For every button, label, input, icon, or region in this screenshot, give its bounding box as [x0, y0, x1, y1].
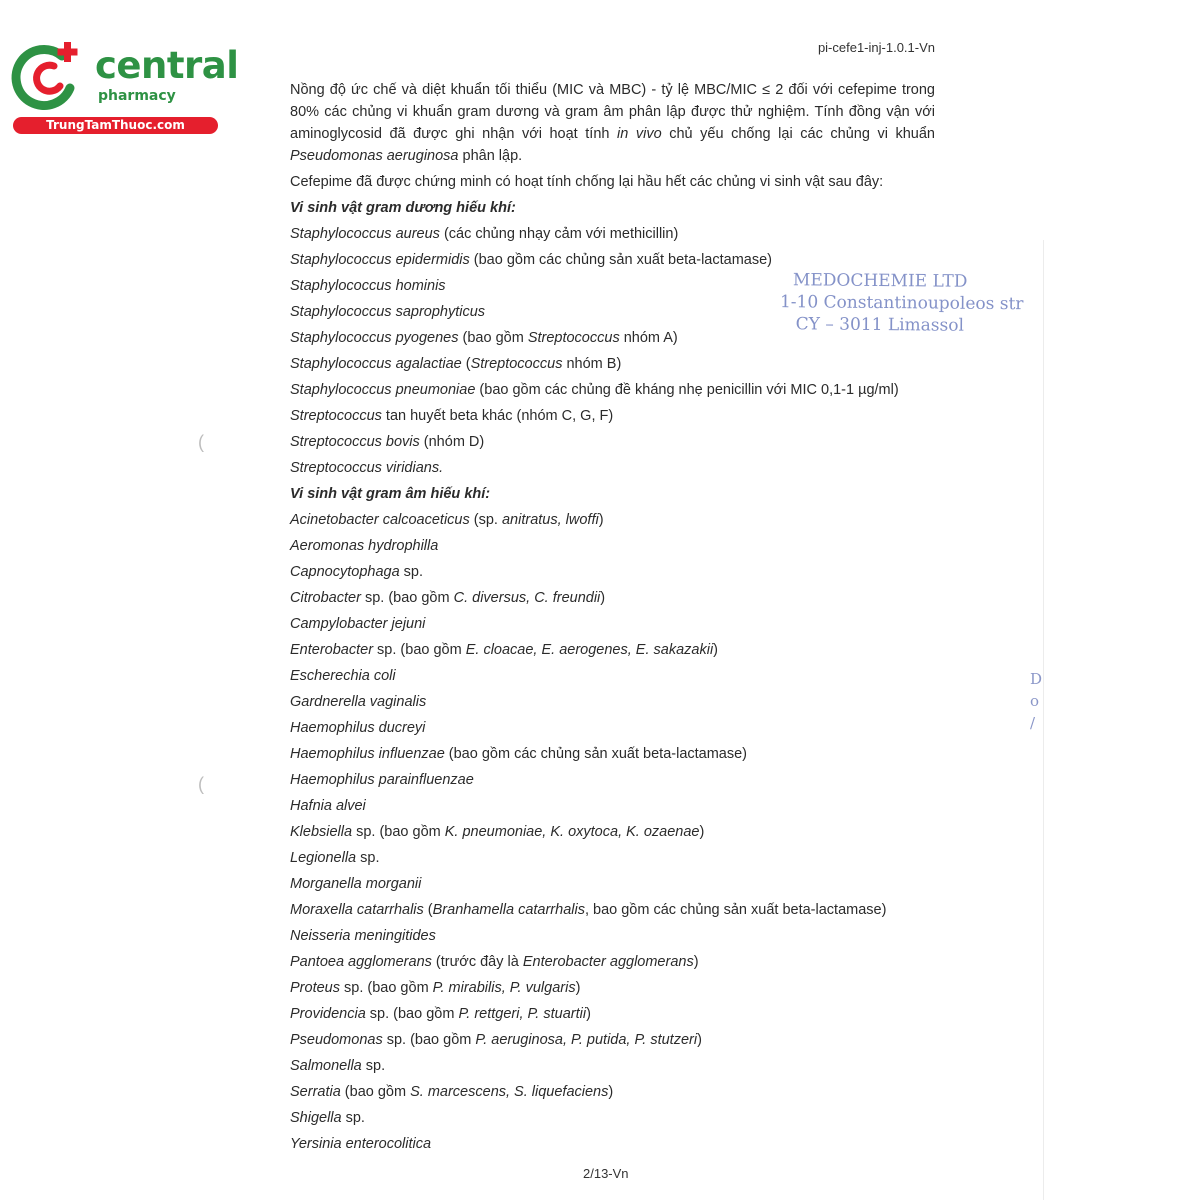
organism-item: [290, 249, 772, 271]
intro-text-1: Nồng độ ức chế và diệt khuẩn tối thiểu (MIC và MBC) - tỷ lệ MBC/MIC ≤ 2 đối với cefepime trong 80% các chủng vi khuẩn gram dương và gram âm phân lập được thử nghiệm. Tính đồng vận với aminoglycosid đã được ghi nhận với hoạt tính: [290, 82, 935, 142]
activity-statement: Cefepime đã được chứng minh có hoạt tính chống lại hầu hết các chủng vi sinh vật sau đây:: [290, 174, 884, 190]
intro-italic-2: Pseudomonas aeruginosa: [290, 148, 459, 164]
organism-note: (bao gồm các chủng sản xuất beta-lactamase): [469, 252, 772, 268]
organism-item: [290, 925, 436, 947]
organism-note: (trước đây là: [431, 954, 523, 970]
organism-name: Pantoea agglomerans: [290, 954, 432, 970]
central-pharmacy-logo[interactable]: [10, 36, 239, 136]
organism-name: Enterobacter agglomerans: [522, 954, 694, 970]
logo-subtitle: pharmacy: [98, 88, 176, 104]
organism-name: Serratia: [290, 1084, 341, 1100]
organism-note: ): [713, 642, 719, 658]
organism-name: Enterobacter: [290, 642, 374, 658]
margin-mark: (: [198, 432, 204, 452]
organism-name: P. aeruginosa, P. putida, P. stutzeri: [475, 1032, 698, 1048]
organism-item: [290, 301, 485, 323]
organism-name: Yersinia enterocolitica: [290, 1136, 432, 1152]
organism-note: sp. (bao gồm: [360, 590, 454, 606]
organism-name: Providencia: [290, 1006, 366, 1022]
organism-item: [290, 353, 621, 375]
organism-item: [290, 431, 484, 453]
organism-note: (bao gồm các chủng đề kháng nhẹ penicillin với MIC 0,1-1 µg/ml): [475, 382, 899, 398]
organism-note: sp.: [399, 564, 424, 580]
organism-note: sp.: [341, 1110, 365, 1126]
organism-name: Streptococcus viridians.: [290, 460, 444, 476]
organism-name: Streptococcus: [527, 330, 620, 346]
organism-note: sp. (bao gồm: [382, 1032, 476, 1048]
organism-name: Haemophilus parainfluenzae: [290, 772, 474, 788]
organism-note: (bao gồm: [458, 330, 528, 346]
organism-note: (bao gồm các chủng sản xuất beta-lactamase): [444, 746, 748, 762]
organism-item: [290, 951, 699, 973]
organism-name: Shigella: [290, 1110, 342, 1126]
organism-item: [290, 717, 425, 739]
organism-name: Streptococcus: [290, 408, 382, 424]
organism-name: Aeromonas hydrophilla: [290, 538, 439, 554]
organism-name: P. mirabilis, P. vulgaris: [432, 980, 576, 996]
organism-item: [290, 899, 886, 921]
organism-item: [290, 639, 718, 661]
organism-item: [290, 457, 443, 479]
organism-note: ): [586, 1006, 591, 1022]
stamp-line-3: CY – 3011 Limassol: [795, 314, 965, 336]
document-code: pi-cefe1-inj-1.0.1-Vn: [817, 40, 935, 55]
organism-name: S. marcescens, S. liquefaciens: [410, 1084, 609, 1100]
page-number: 2/13-Vn: [583, 1166, 629, 1181]
organism-name: Campylobacter jejuni: [290, 616, 426, 632]
organism-note: ): [693, 954, 699, 970]
organism-name: Moraxella catarrhalis: [290, 902, 424, 918]
organism-name: Staphylococcus aureus: [290, 226, 440, 242]
organism-name: Hafnia alvei: [290, 798, 366, 814]
organism-name: Klebsiella: [290, 824, 353, 840]
organism-note: ): [699, 824, 705, 840]
organism-name: Haemophilus ducreyi: [290, 720, 426, 736]
pharmacy-cross-icon: [10, 36, 90, 116]
organism-name: Legionella: [290, 850, 357, 866]
organism-name: C. diversus, C. freundii: [453, 590, 601, 606]
organism-item: [290, 561, 423, 583]
organism-item: [290, 223, 678, 245]
organism-item: [290, 1081, 613, 1103]
organism-item: [290, 509, 604, 531]
partial-stamp: D o /: [1030, 670, 1043, 732]
organism-note: (các chủng nhạy cảm với methicillin): [439, 226, 679, 242]
organism-item: [290, 275, 446, 297]
organism-item: [290, 1107, 365, 1129]
organism-item: [290, 769, 474, 791]
stamp-line-2: 1-10 Constantinoupoleos str: [779, 292, 1024, 315]
organism-note: sp. (bao gồm: [365, 1006, 459, 1022]
organism-name: Haemophilus influenzae: [290, 746, 445, 762]
organism-item: [290, 587, 605, 609]
organism-item: [290, 1003, 591, 1025]
gram-negative-heading: Vi sinh vật gram âm hiếu khí:: [290, 486, 491, 502]
organism-name: Neisseria meningitides: [290, 928, 436, 944]
intro-text-3: phân lập.: [458, 148, 523, 164]
organism-name: Citrobacter: [290, 590, 361, 606]
organism-note: ): [697, 1032, 702, 1048]
organism-name: Morganella morganii: [290, 876, 422, 892]
organism-note: sp.: [361, 1058, 386, 1074]
logo-name: central: [95, 44, 239, 87]
organism-name: Escherechia coli: [290, 668, 396, 684]
organism-note: sp. (bao gồm: [339, 980, 433, 996]
organism-item: [290, 405, 613, 427]
organism-name: Capnocytophaga: [290, 564, 400, 580]
organism-item: [290, 873, 421, 895]
organism-name: K. pneumoniae, K. oxytoca, K. ozaenae: [444, 824, 700, 840]
organism-name: Staphylococcus pneumoniae: [290, 382, 476, 398]
organism-name: P. rettgeri, P. stuartii: [458, 1006, 587, 1022]
organism-note: , bao gồm các chủng sản xuất beta-lactamase): [584, 902, 887, 918]
organism-name: anitratus, lwoffi: [501, 512, 599, 528]
organism-item: [290, 327, 678, 349]
organism-note: ): [608, 1084, 614, 1100]
intro-paragraph: [290, 79, 935, 167]
organism-item: [290, 1055, 385, 1077]
organism-name: Streptococcus: [470, 356, 563, 372]
organism-name: Salmonella: [290, 1058, 362, 1074]
organism-name: Staphylococcus saprophyticus: [290, 304, 486, 320]
organism-name: Proteus: [290, 980, 340, 996]
organism-name: Streptococcus bovis: [290, 434, 420, 450]
organism-item: [290, 977, 580, 999]
organism-item: [290, 743, 747, 765]
organism-name: Staphylococcus epidermidis: [290, 252, 470, 268]
organism-note: sp.: [356, 850, 380, 866]
organism-note: ): [575, 980, 581, 996]
organism-item: [290, 613, 425, 635]
organism-name: Acinetobacter calcoaceticus: [290, 512, 470, 528]
organism-item: [290, 795, 366, 817]
stamp-line-1: MEDOCHEMIE LTD: [792, 270, 968, 292]
organism-note: (: [423, 902, 433, 918]
organism-note: tan huyết beta khác (nhóm C, G, F): [381, 408, 614, 424]
organism-note: sp. (bao gồm: [373, 642, 466, 658]
organism-item: [290, 1029, 702, 1051]
organism-note: (bao gồm: [340, 1084, 411, 1100]
organism-item: [290, 691, 426, 713]
organism-name: Staphylococcus hominis: [290, 278, 446, 294]
organism-note: ): [600, 590, 606, 606]
gram-positive-heading: Vi sinh vật gram dương hiếu khí:: [290, 200, 516, 216]
organism-name: Staphylococcus agalactiae: [290, 356, 462, 372]
organism-name: Branhamella catarrhalis: [432, 902, 585, 918]
organism-item: [290, 665, 396, 687]
intro-italic-1: in vivo: [617, 126, 662, 142]
organism-name: Staphylococcus pyogenes: [290, 330, 459, 346]
intro-text-2: chủ yếu chống lại các chủng vi khuẩn: [661, 126, 935, 142]
organism-item: [290, 821, 704, 843]
margin-mark: (: [198, 774, 204, 794]
logo-website[interactable]: TrungTamThuoc.com: [13, 117, 218, 134]
organism-item: [290, 1133, 431, 1155]
organism-item: [290, 379, 899, 401]
organism-note: nhóm A): [619, 330, 678, 346]
organism-note: (nhóm D): [419, 434, 485, 450]
organism-note: (: [461, 356, 471, 372]
organism-name: Pseudomonas: [290, 1032, 383, 1048]
company-stamp: [779, 269, 1024, 337]
organism-note: nhóm B): [562, 356, 622, 372]
organism-item: [290, 535, 438, 557]
organism-name: Gardnerella vaginalis: [290, 694, 427, 710]
organism-note: ): [598, 512, 604, 528]
organism-name: E. cloacae, E. aerogenes, E. sakazakii: [465, 642, 714, 658]
organism-item: [290, 847, 380, 869]
organism-note: sp. (bao gồm: [352, 824, 445, 840]
organism-note: (sp.: [469, 512, 502, 528]
